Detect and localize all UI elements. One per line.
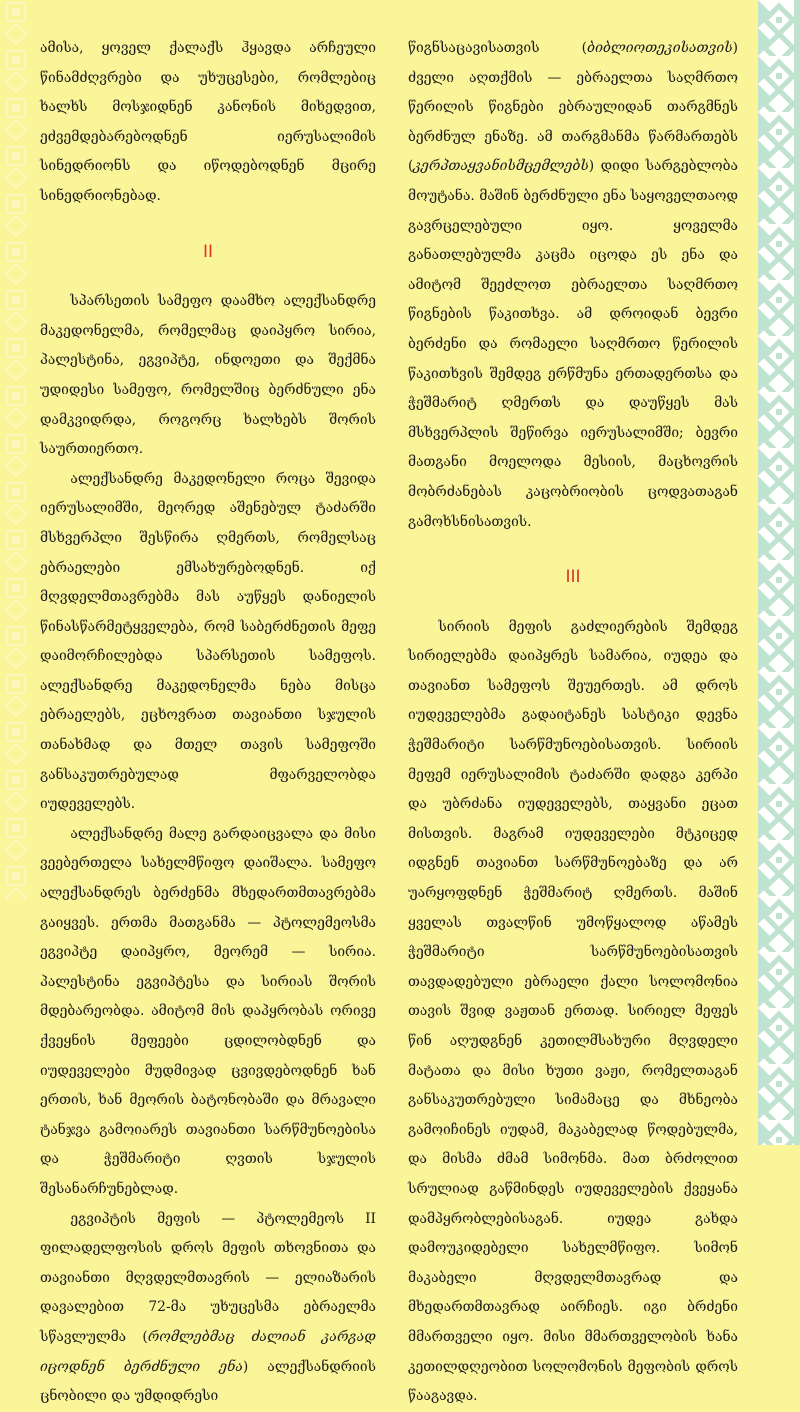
paragraph-text: ) დიდი სარგებლობა მოუტანა. მაშინ ბერძნული ენა საყოველთაოდ გავრცელებული იყო. ყოველმა განათლებულმა კაცმა იცოდა ეს ენა და ამიტომ შეეძლოთ ებრაელთა საღმრთო წიგნების წაკითხვა. ამ დროიდან ბევრი ბერძენი და რომაელი საღმრთო წერილის წაკითხვის შემდეგ ერწმუნა ერთადერთსა და ჭეშმარიტ ღმერთს და დაუწყეს მას მსხვერპლის შეწირვა იერუსალიმში; ბევრი მათგანი მოელოდა მესიის, მაცხოვრის მობრძანებას კაცობრიობის ცოდვათაგან გამოხსნისათვის. [408, 158, 738, 530]
paragraph: ალექსანდრე მალე გარდაიცვალა და მისი ვეებერთელა სახელმწიფო დაიშალა. სამეფო ალექსანდრეს ბერძენმა მხედართმთავრებმა გაიყვეს. ერთმა მათგანმა — პტოლემეოსმა ეგვიპტე დაიპყრო, მეორემ — სირია. პალესტინა ეგვიპტესა და სირიას შორის მდებარეობდა. ამიტომ მის დაპყრობას ორივე ქვეყნის მეფეები ცდილობდნენ და იუდეველები მუდმივად ცვივდებოდნენ ხან ერთის, ხან მეორის ბატონობაში და მრავალი ტანჯვა გამოიარეს თავიანთი სარწმუნოებისა და ჭეშმარიტი ღვთის სჯულის შესანარჩუნებლად. [40, 825, 376, 1197]
geometric-border-pattern [758, 0, 800, 1145]
left-column [40, 34, 376, 1412]
section-numeral-iii: III [565, 567, 581, 588]
left-ornament-pattern [4, 0, 28, 900]
paragraph-text: ეგვიპტის მეფის — პტოლემეოს II ფილადელფოსის დროს მეფის თხოვნითა და თავიანთი მღვდელმთავრის — ელიაზარის დავალებით 72-მა უხუცესმა ებრაელმა სწავლულმა ( [40, 1210, 376, 1345]
right-column [408, 34, 738, 1412]
section-numeral-ii: II [202, 241, 214, 262]
paragraph-text: წიგნსაცავისათვის ( [408, 40, 588, 56]
decorative-border [758, 0, 800, 1145]
paragraph-text: ) ალექსანდრიის ცნობილი და უმდიდრესი [40, 1358, 376, 1405]
paragraph-text: ) ძველი აღთქმის — ებრაელთა საღმრთო წერილის წიგნები ებრაულიდან თარგმნეს ბერძნულ ენაზე. ამ თარგმანმა წარმართებს ( [408, 40, 738, 175]
italic-text: ბიბლიოთეკისათვის [587, 40, 733, 56]
paragraph: სპარსეთის სამეფო დაამხო ალექსანდრე მაკედონელმა, რომელმაც დაიპყრო სირია, პალესტინა, ეგვიპტე, ინდოეთი და შექმნა უდიდესი სამეფო, რომელშიც ბერძნული ენა დამკვიდრდა, როგორც ხალხებს შორის საურთიერთო. [40, 293, 376, 458]
paragraph [40, 1205, 376, 1412]
paragraph: ამისა, ყოველ ქალაქს ჰყავდა არჩეული წინამძღვრები და უხუცესები, რომლებიც ხალხს მოსჯიდნენ კანონის მიხედვით, ეძვემდებარებოდნენ იერუსალიმის სინედრიონს და იწოდებოდნენ მცირე სინედრიონებად. [40, 40, 376, 204]
paragraph: ალექსანდრე მაკედონელი როცა შევიდა იერუსალიმში, მეორედ აშენებულ ტაძარში მსხვერპლი შესწირა ღმერთს, რომელსაც ებრაელები ემსახურებოდნენ. იქ მღვდელმთავრებმა მას აუწყეს დანიელის წინასწარმეტყველება, რომ საბერძნეთის მეფე დაიმორჩილებდა სპარსეთის სამეფოს. ალექსანდრე მაკედონელმა ნება მისცა ებრაელებს, ეცხოვრათ თავიანთი სჯულის თანახმად და მთელ თავის სამეფოში განსაკუთრებულად მფარველობდა იუდეველებს. [40, 470, 376, 813]
italic-text: კერპთაყვანისმცემლებს [413, 158, 589, 175]
paragraph: სირიის მეფის გაძლიერების შემდეგ სირიელებმა დაიპყრეს სამარია, იუდეა და თავიანთ სამეფოს შეუერთეს. ამ დროს იუდეველებმა გადაიტანეს სასტიკი დევნა ჭეშმარიტი სარწმუნოებისათვის. სირიის მეფემ იერუსალიმის ტაძარში დადგა კერპი და უბრძანა იუდეველებს, თაყვანი ეცათ მისთვის. მაგრამ იუდეველები მტკიცედ იდგნენ თავიანთ სარწმუნოებაზე და არ უარყოფდნენ ჭეშმარიტ ღმერთს. მაშინ ყველას თვალწინ უმოწყალოდ აწამეს ჭეშმარიტი სარწმუნოებისათვის თავდადებული ებრაელი ქალი სოლომონია თავის შვიდ ვაჟთან ერთად. სირიელ მეფეს წინ აღუდგნენ კეთილმსახური მღვდელი მატათა და მისი ხუთი ვაჟი, რომელთაგან განსაკუთრებული სიმამაცე და მხნეობა გამოიჩინეს იუდამ, მაკაბელად წოდებულმა, და მისმა ძმამ სიმონმა. მათ ბრძოლით სრულიად გაწმინდეს იუდეველების ქვეყანა დამპყრობლებისაგან. იუდეა გახდა დამოუკიდებელი სახელმწიფო. სიმონ მაკაბელი მღვდელმთავრად და მხედართმთავრად აირჩიეს. იგი ბრძენი მმართველი იყო. მისი მმართველობის ხანა კეთილდღეობით სოლომონის მეფობის დროს წააგავდა. [408, 618, 738, 1405]
paragraph [408, 34, 738, 537]
italic-text: რომლებმაც ძალიან კარგად იცოდნენ ბერძნული ენა [40, 1328, 376, 1375]
